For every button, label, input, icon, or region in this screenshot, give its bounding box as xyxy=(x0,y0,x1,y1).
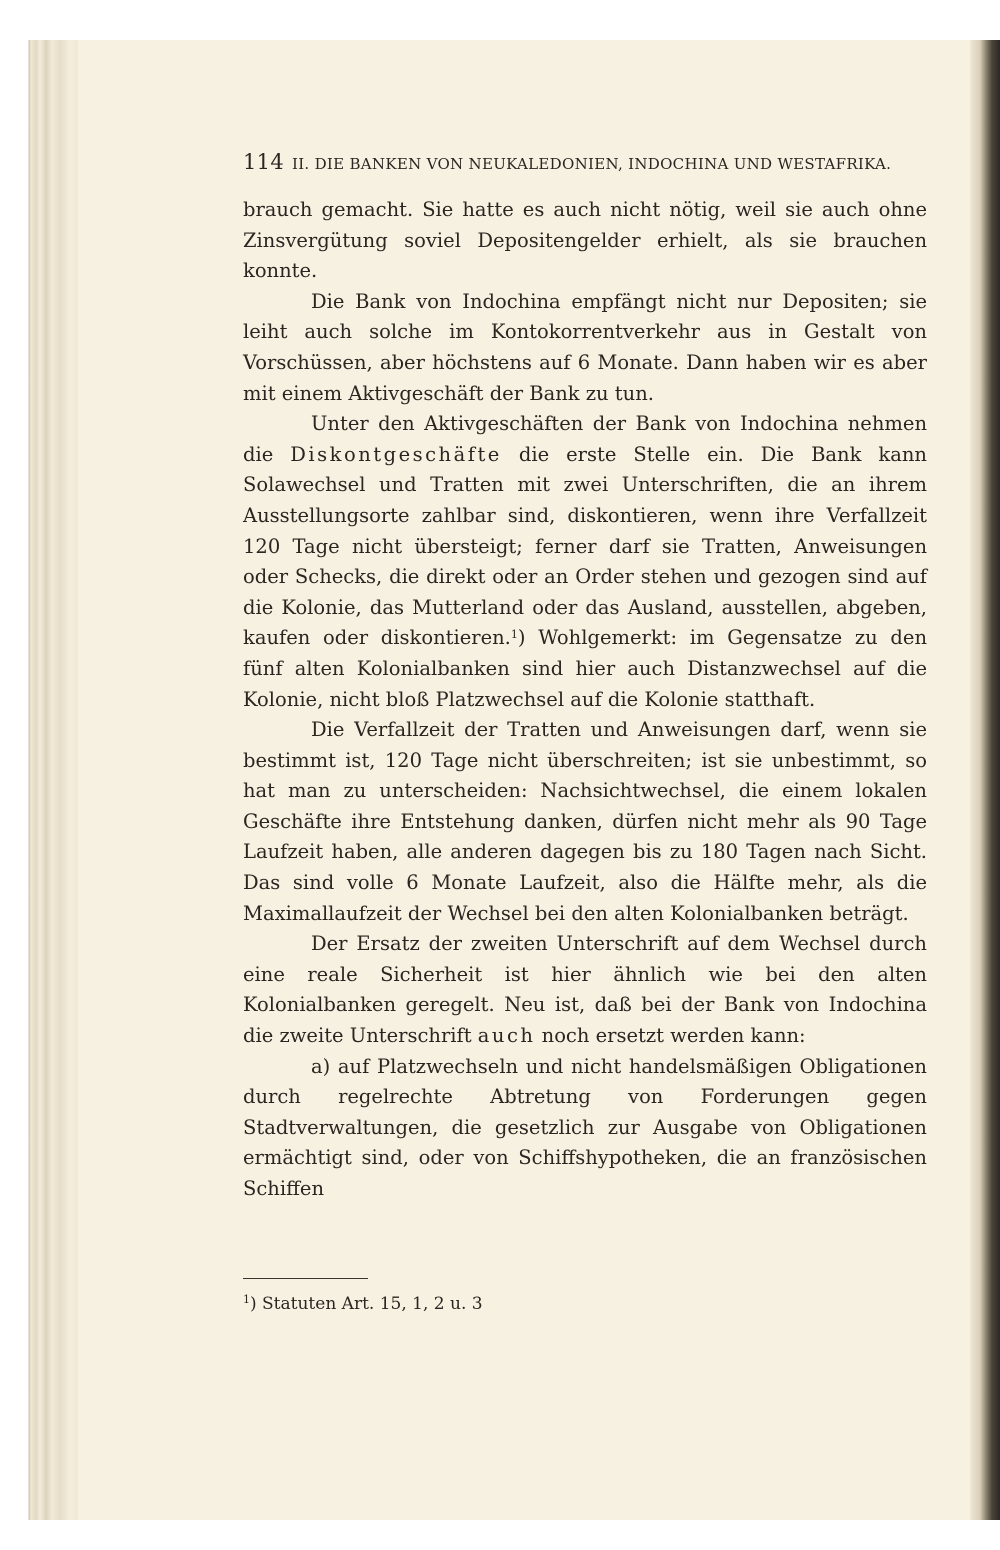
paragraph-5-part-a: Der Ersatz der zweiten Unterschrift auf dem Wechsel durch eine reale Sicherheit ist hier ähnlich wie bei den alten Kolonialbanken geregelt. Neu ist, daß bei der Bank von Indochina die zweite Unterschrift xyxy=(243,932,927,1048)
body-text xyxy=(243,195,927,1205)
footnote-reference: 1 xyxy=(510,628,518,642)
paragraph-5-part-b: noch ersetzt werden kann: xyxy=(535,1024,806,1048)
running-title: II. DIE BANKEN VON NEUKALEDONIEN, INDOCHINA UND WESTAFRIKA. xyxy=(291,155,892,173)
footnote-marker: 1 xyxy=(243,1293,250,1306)
paragraph-5 xyxy=(243,929,927,1051)
footnote-rule xyxy=(243,1278,368,1279)
paragraph-3 xyxy=(243,409,927,715)
running-head xyxy=(243,150,927,174)
paragraph-4: Die Verfallzeit der Tratten und Anweisungen darf, wenn sie bestimmt ist, 120 Tage nicht überschreiten; ist sie unbestimmt, so hat man zu unterscheiden: Nachsichtwechsel, die einem lokalen Geschäfte ihre Entstehung danken, dürfen nicht mehr als 90 Tage Laufzeit haben, alle anderen dagegen bis zu 180 Tagen nach Sicht. Das sind volle 6 Monate Laufzeit, also die Hälfte mehr, als die Maximallaufzeit der Wechsel bei den alten Kolonialbanken beträgt. xyxy=(243,718,927,925)
paragraph-1: brauch gemacht. Sie hatte es auch nicht nötig, weil sie auch ohne Zinsvergütung soviel Depositengelder erhielt, als sie brauchen konnte. xyxy=(243,198,927,283)
page-number: 114 xyxy=(243,150,284,174)
emphasis-diskontgeschaefte: Diskontgeschäfte xyxy=(290,442,502,466)
paragraph-6: a) auf Platzwechseln und nicht handelsmäßigen Obligationen durch regelrechte Abtretung von Forderungen gegen Stadtverwaltungen, die gesetzlich zur Ausgabe von Obligationen ermächtigt sind, oder von Schiffshypotheken, die an französischen Schiffen xyxy=(243,1054,927,1200)
paragraph-3-part-b: die erste Stelle ein. Die Bank kann Solawechsel und Tratten mit zwei Unterschriften, die an ihrem Ausstellungsorte zahlbar sind, diskontieren, wenn ihre Verfallzeit 120 Tage nicht übersteigt; ferner darf sie Tratten, Anweisungen oder Schecks, die direkt oder an Order stehen und gezogen sind auf die Kolonie, das Mutterland oder das Ausland, ausstellen, abgeben, kaufen oder diskontieren. xyxy=(243,442,927,650)
footnote-text: ) Statuten Art. 15, 1, 2 u. 3 xyxy=(250,1294,483,1314)
emphasis-auch: auch xyxy=(477,1024,536,1048)
scan-bottom-margin xyxy=(0,1520,1000,1550)
footnote xyxy=(243,1292,927,1316)
book-spine-edge xyxy=(970,40,1000,1520)
page-stack-edge xyxy=(0,40,78,1520)
paragraph-3-part-a: Unter den Aktivgeschäften der Bank von Indochina nehmen die xyxy=(243,412,927,466)
scan-top-margin xyxy=(0,0,1000,40)
paragraph-2: Die Bank von Indochina empfängt nicht nur Depositen; sie leiht auch solche im Kontokorrentverkehr aus in Gestalt von Vorschüssen, aber höchstens auf 6 Monate. Dann haben wir es aber mit einem Aktivgeschäft der Bank zu tun. xyxy=(243,289,927,405)
paragraph-3-part-c: ) Wohlgemerkt: im Gegensatze zu den fünf alten Kolonialbanken sind hier auch Distanzwechsel auf die Kolonie, nicht bloß Platzwechsel auf die Kolonie statthaft. xyxy=(243,626,927,711)
